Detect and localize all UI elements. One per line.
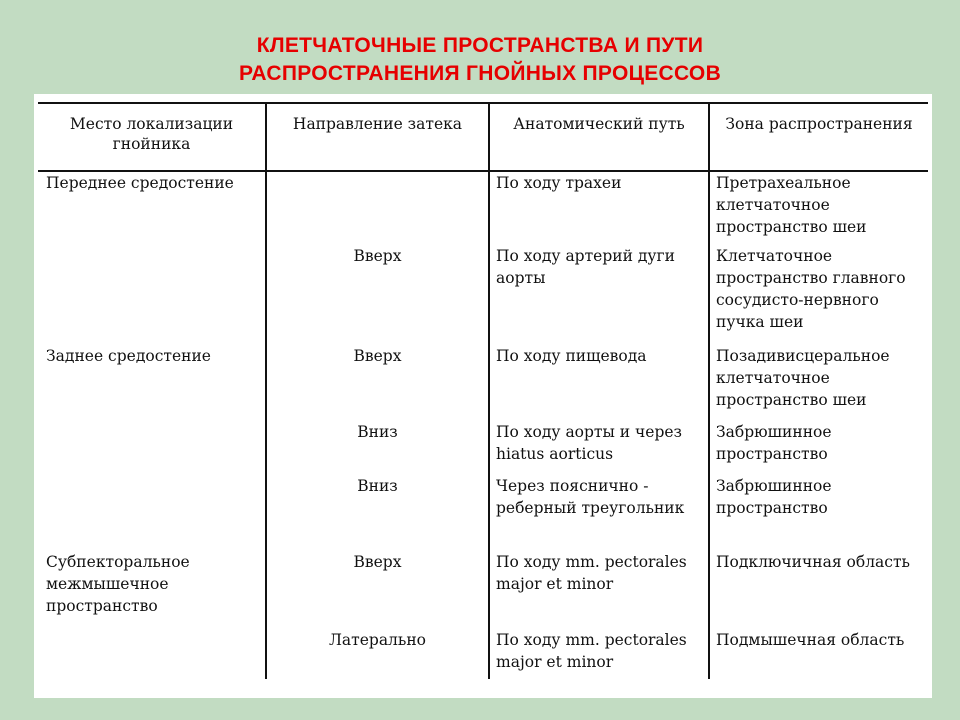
header-location: Место локализации гнойника (69, 115, 234, 153)
header-path: Анатомический путь (489, 103, 709, 171)
table-row (38, 629, 928, 679)
table-header-row (38, 103, 928, 171)
table-row (38, 171, 928, 245)
cell-direction: Вниз (266, 421, 489, 475)
table-row (38, 551, 928, 629)
header-zone: Зона распространения (709, 103, 928, 171)
cell-location (38, 421, 266, 475)
table-row (38, 245, 928, 345)
cell-zone: Подмышечная область (709, 629, 928, 679)
cell-path: По ходу mm. pectorales major et minor (489, 551, 709, 629)
cell-location (38, 629, 266, 679)
cell-path: По ходу пищевода (489, 345, 709, 421)
cell-zone: Клетчаточное пространство главного сосудисто-нервного пучка шеи (709, 245, 928, 345)
cell-location (38, 475, 266, 551)
title-line-2: РАСПРОСТРАНЕНИЯ ГНОЙНЫХ ПРОЦЕССОВ (238, 62, 722, 85)
cell-location: Субпекторальное межмышечное пространство (46, 553, 190, 615)
cell-zone: Забрюшинное пространство (709, 421, 928, 475)
header-direction: Направление затека (266, 103, 489, 171)
table-sheet (34, 94, 932, 698)
table-row (38, 475, 928, 551)
cell-location (38, 245, 266, 345)
cell-direction: Вниз (266, 475, 489, 551)
cell-direction: Вверх (266, 345, 489, 421)
table-row (38, 345, 928, 421)
cell-zone: Претрахеальное клетчаточное пространство шеи (709, 171, 928, 245)
cell-direction (266, 171, 489, 245)
cell-path: По ходу аорты и через hiatus aorticus (489, 421, 709, 475)
table-row (38, 421, 928, 475)
cell-zone: Позадивисцеральное клетчаточное пространство шеи (709, 345, 928, 421)
cell-path: По ходу артерий дуги аорты (489, 245, 709, 345)
slide-title (0, 32, 960, 88)
cell-direction: Вверх (266, 245, 489, 345)
pus-spread-table (38, 102, 928, 679)
title-line-1: КЛЕТЧАТОЧНЫЕ ПРОСТРАНСТВА И ПУТИ (256, 34, 704, 57)
cell-direction: Вверх (266, 551, 489, 629)
cell-path: По ходу mm. pectorales major et minor (489, 629, 709, 679)
cell-path: Через пояснично - реберный треугольник (489, 475, 709, 551)
cell-zone: Забрюшинное пространство (709, 475, 928, 551)
cell-path: По ходу трахеи (489, 171, 709, 245)
cell-location: Переднее средостение (46, 174, 234, 192)
cell-location: Заднее средостение (46, 347, 211, 365)
cell-zone: Подключичная область (709, 551, 928, 629)
cell-direction: Латерально (266, 629, 489, 679)
